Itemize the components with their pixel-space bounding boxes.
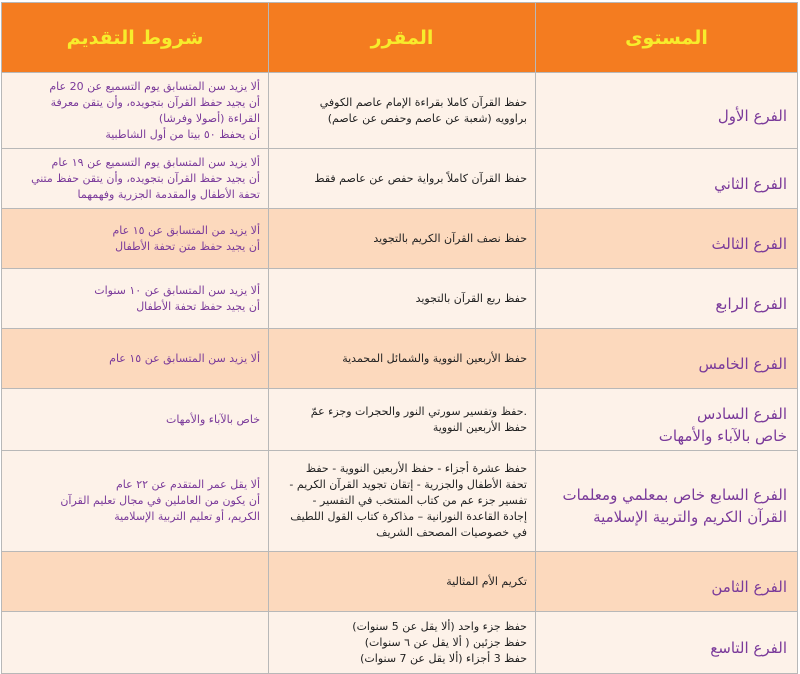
level-cell: الفرع الرابع	[536, 269, 798, 329]
table-row	[2, 149, 798, 209]
course-cell: .حفظ وتفسير سورتي النور والحجرات وجزء عمّ حفظ الأربعين النووية	[269, 389, 536, 451]
table-row	[2, 552, 798, 612]
level-cell: الفرع التاسع	[536, 612, 798, 674]
conditions-cell	[2, 612, 269, 674]
conditions-cell	[2, 552, 269, 612]
level-cell: الفرع الخامس	[536, 329, 798, 389]
conditions-cell: ألا يزيد سن المتسابق عن ١٥ عام	[2, 329, 269, 389]
table-header	[2, 3, 798, 73]
course-cell: حفظ نصف القرآن الكريم بالتجويد	[269, 209, 536, 269]
table-body	[2, 73, 798, 674]
header-conditions: شروط التقديم	[2, 3, 269, 73]
conditions-cell: ألا يزيد سن المتسابق عن ١٠ سنوات أن يجيد حفظ تحفة الأطفال	[2, 269, 269, 329]
table-row	[2, 269, 798, 329]
header-level: المستوى	[536, 3, 798, 73]
table-row	[2, 389, 798, 451]
level-cell: الفرع الثالث	[536, 209, 798, 269]
level-cell: الفرع الثامن	[536, 552, 798, 612]
course-cell: تكريم الأم المثالية	[269, 552, 536, 612]
header-row	[2, 3, 798, 73]
course-cell: حفظ الأربعين النووية والشمائل المحمدية	[269, 329, 536, 389]
course-cell: حفظ القرآن كاملاً برواية حفص عن عاصم فقط	[269, 149, 536, 209]
header-course: المقرر	[269, 3, 536, 73]
level-cell: الفرع الأول	[536, 73, 798, 149]
conditions-cell: خاص بالآباء والأمهات	[2, 389, 269, 451]
conditions-cell: ألا يزيد سن المتسابق يوم التسميع عن 20 عام أن يجيد حفظ القرآن بتجويده، وأن يتقن معرفة القراءة (أصولا وفرشا) أن يحفظ ٥٠ بيتا من أول الشاطبية	[2, 73, 269, 149]
table-row	[2, 612, 798, 674]
conditions-cell: ألا يقل عمر المتقدم عن ٢٢ عام أن يكون من العاملين في مجال تعليم القرآن الكريم، أو تعليم التربية الإسلامية	[2, 451, 269, 552]
course-cell: حفظ ربع القرآن بالتجويد	[269, 269, 536, 329]
level-cell: الفرع السابع خاص بمعلمي ومعلمات القرآن الكريم والتربية الإسلامية	[536, 451, 798, 552]
course-cell: حفظ عشرة أجزاء - حفظ الأربعين النووية - حفظ تحفة الأطفال والجزرية - إتقان تجويد القرآن الكريم - تفسير جزء عم من كتاب المنتخب في التفسير - إجادة القاعدة النورانية – مذاكرة كتاب القول اللطيف في خصوصيات المصحف الشريف	[269, 451, 536, 552]
course-cell: حفظ القرآن كاملا بقراءة الإمام عاصم الكوفي براوويه (شعبة عن عاصم وحفص عن عاصم)	[269, 73, 536, 149]
course-cell: حفظ جزء واحد (ألا يقل عن 5 سنوات) حفظ جزئين ( ألا يقل عن ٦ سنوات) حفظ 3 أجزاء (ألا يقل عن 7 سنوات)	[269, 612, 536, 674]
table-row	[2, 451, 798, 552]
table-row	[2, 209, 798, 269]
level-cell: الفرع الثاني	[536, 149, 798, 209]
conditions-cell: ألا يزيد سن المتسابق يوم التسميع عن ١٩ عام أن يجيد حفظ القرآن بتجويده، وأن يتقن حفظ متني تحفة الأطفال والمقدمة الجزرية وفهمهما	[2, 149, 269, 209]
conditions-cell: ألا يزيد من المتسابق عن ١٥ عام أن يجيد حفظ متن تحفة الأطفال	[2, 209, 269, 269]
competition-levels-table	[1, 2, 798, 674]
table-row	[2, 73, 798, 149]
table-row	[2, 329, 798, 389]
level-cell: الفرع السادس خاص بالآباء والأمهات	[536, 389, 798, 451]
